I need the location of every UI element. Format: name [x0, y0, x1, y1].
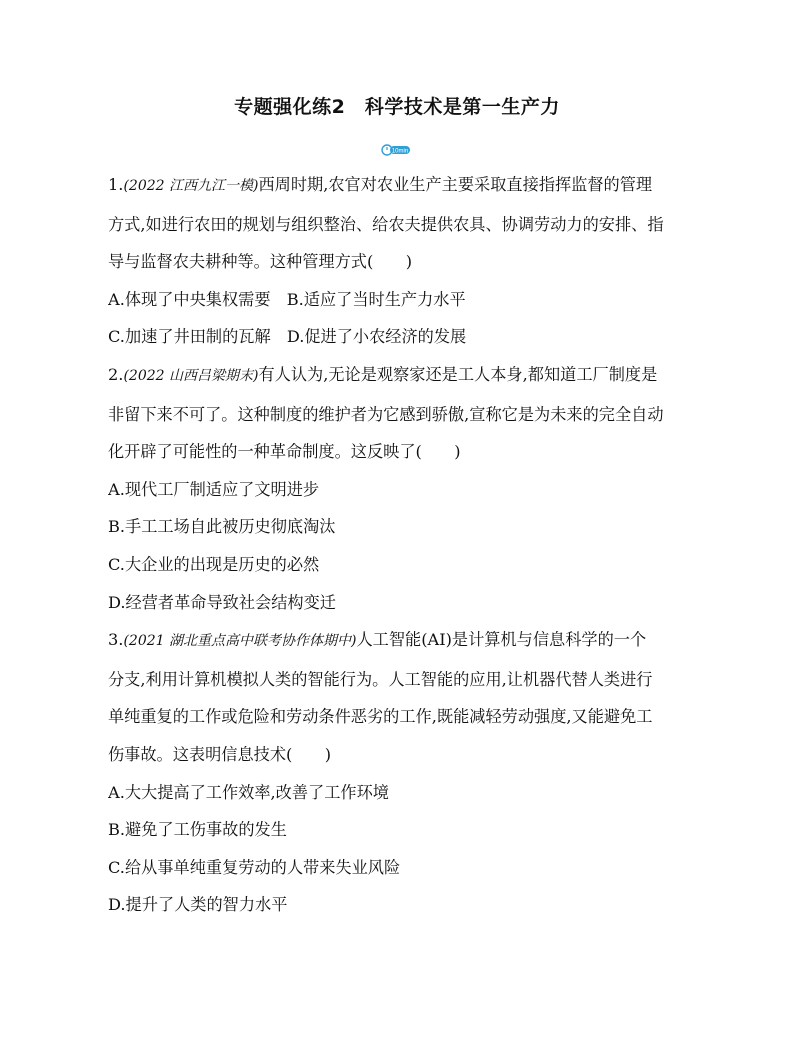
question-stem-line: 单纯重复的工作或危险和劳动条件恶劣的工作,既能减轻劳动强度,又能避免工 [108, 707, 653, 727]
question-stem-line: 化开辟了可能性的一种革命制度。这反映了( ) [108, 442, 461, 462]
question-stem-line: 方式,如进行农田的规划与组织整治、给农夫提供农具、协调劳动力的安排、指 [108, 214, 664, 234]
question-2 [108, 356, 690, 621]
question-stem-line: 导与监督农夫耕种等。这种管理方式( ) [108, 252, 413, 272]
option-line: C.给从事单纯重复劳动的人带来失业风险 [108, 857, 401, 877]
timer-badge-text: 10min [391, 148, 409, 155]
option-line: B.手工工场自此被历史彻底淘汰 [108, 517, 336, 537]
option-line: C.大企业的出现是历史的必然 [108, 554, 320, 574]
question-stem-first-line [108, 621, 690, 661]
question-stem-line: 非留下来不可了。这种制度的维护者为它感到骄傲,宣称它是为未来的完全自动 [108, 404, 664, 424]
question-stem-first-line [108, 166, 690, 206]
question-number: 3. [108, 630, 124, 650]
option-line: D.经营者革命导致社会结构变迁 [108, 592, 336, 612]
question-1 [108, 166, 690, 356]
question-source: (2022 山西吕梁期末) [123, 367, 259, 384]
option-line: C.加速了井田制的瓦解 D.促进了小农经济的发展 [108, 327, 467, 347]
question-stem-line: 伤事故。这表明信息技术( ) [108, 744, 332, 764]
question-source: (2021 湖北重点高中联考协作体期中) [123, 633, 357, 650]
question-number: 2. [108, 364, 124, 384]
option-line: B.避免了工伤事故的发生 [108, 820, 287, 840]
option-line: D.提升了人类的智力水平 [108, 895, 288, 915]
option-line: A.体现了中央集权需要 B.适应了当时生产力水平 [108, 289, 466, 309]
question-source: (2022 江西九江一模) [123, 178, 259, 194]
question-stem-line: 有人认为,无论是观察家还是工人本身,都知道工厂制度是 [258, 364, 658, 384]
question-number: 1. [108, 175, 124, 194]
question-stem-first-line [108, 356, 690, 396]
question-3 [108, 621, 690, 924]
option-line: A.现代工厂制适应了文明进步 [108, 479, 320, 499]
question-list [108, 166, 690, 924]
question-stem-line: 西周时期,农官对农业生产主要采取直接指挥监督的管理 [258, 175, 653, 194]
question-stem-line: 人工智能(AI)是计算机与信息科学的一个 [356, 630, 647, 650]
stopwatch-icon [381, 143, 411, 157]
page-title: 专题强化练2 科学技术是第一生产力 [234, 96, 560, 118]
question-stem-line: 分支,利用计算机模拟人类的智能行为。人工智能的应用,让机器代替人类进行 [108, 669, 653, 689]
option-line: A.大大提高了工作效率,改善了工作环境 [108, 782, 389, 802]
